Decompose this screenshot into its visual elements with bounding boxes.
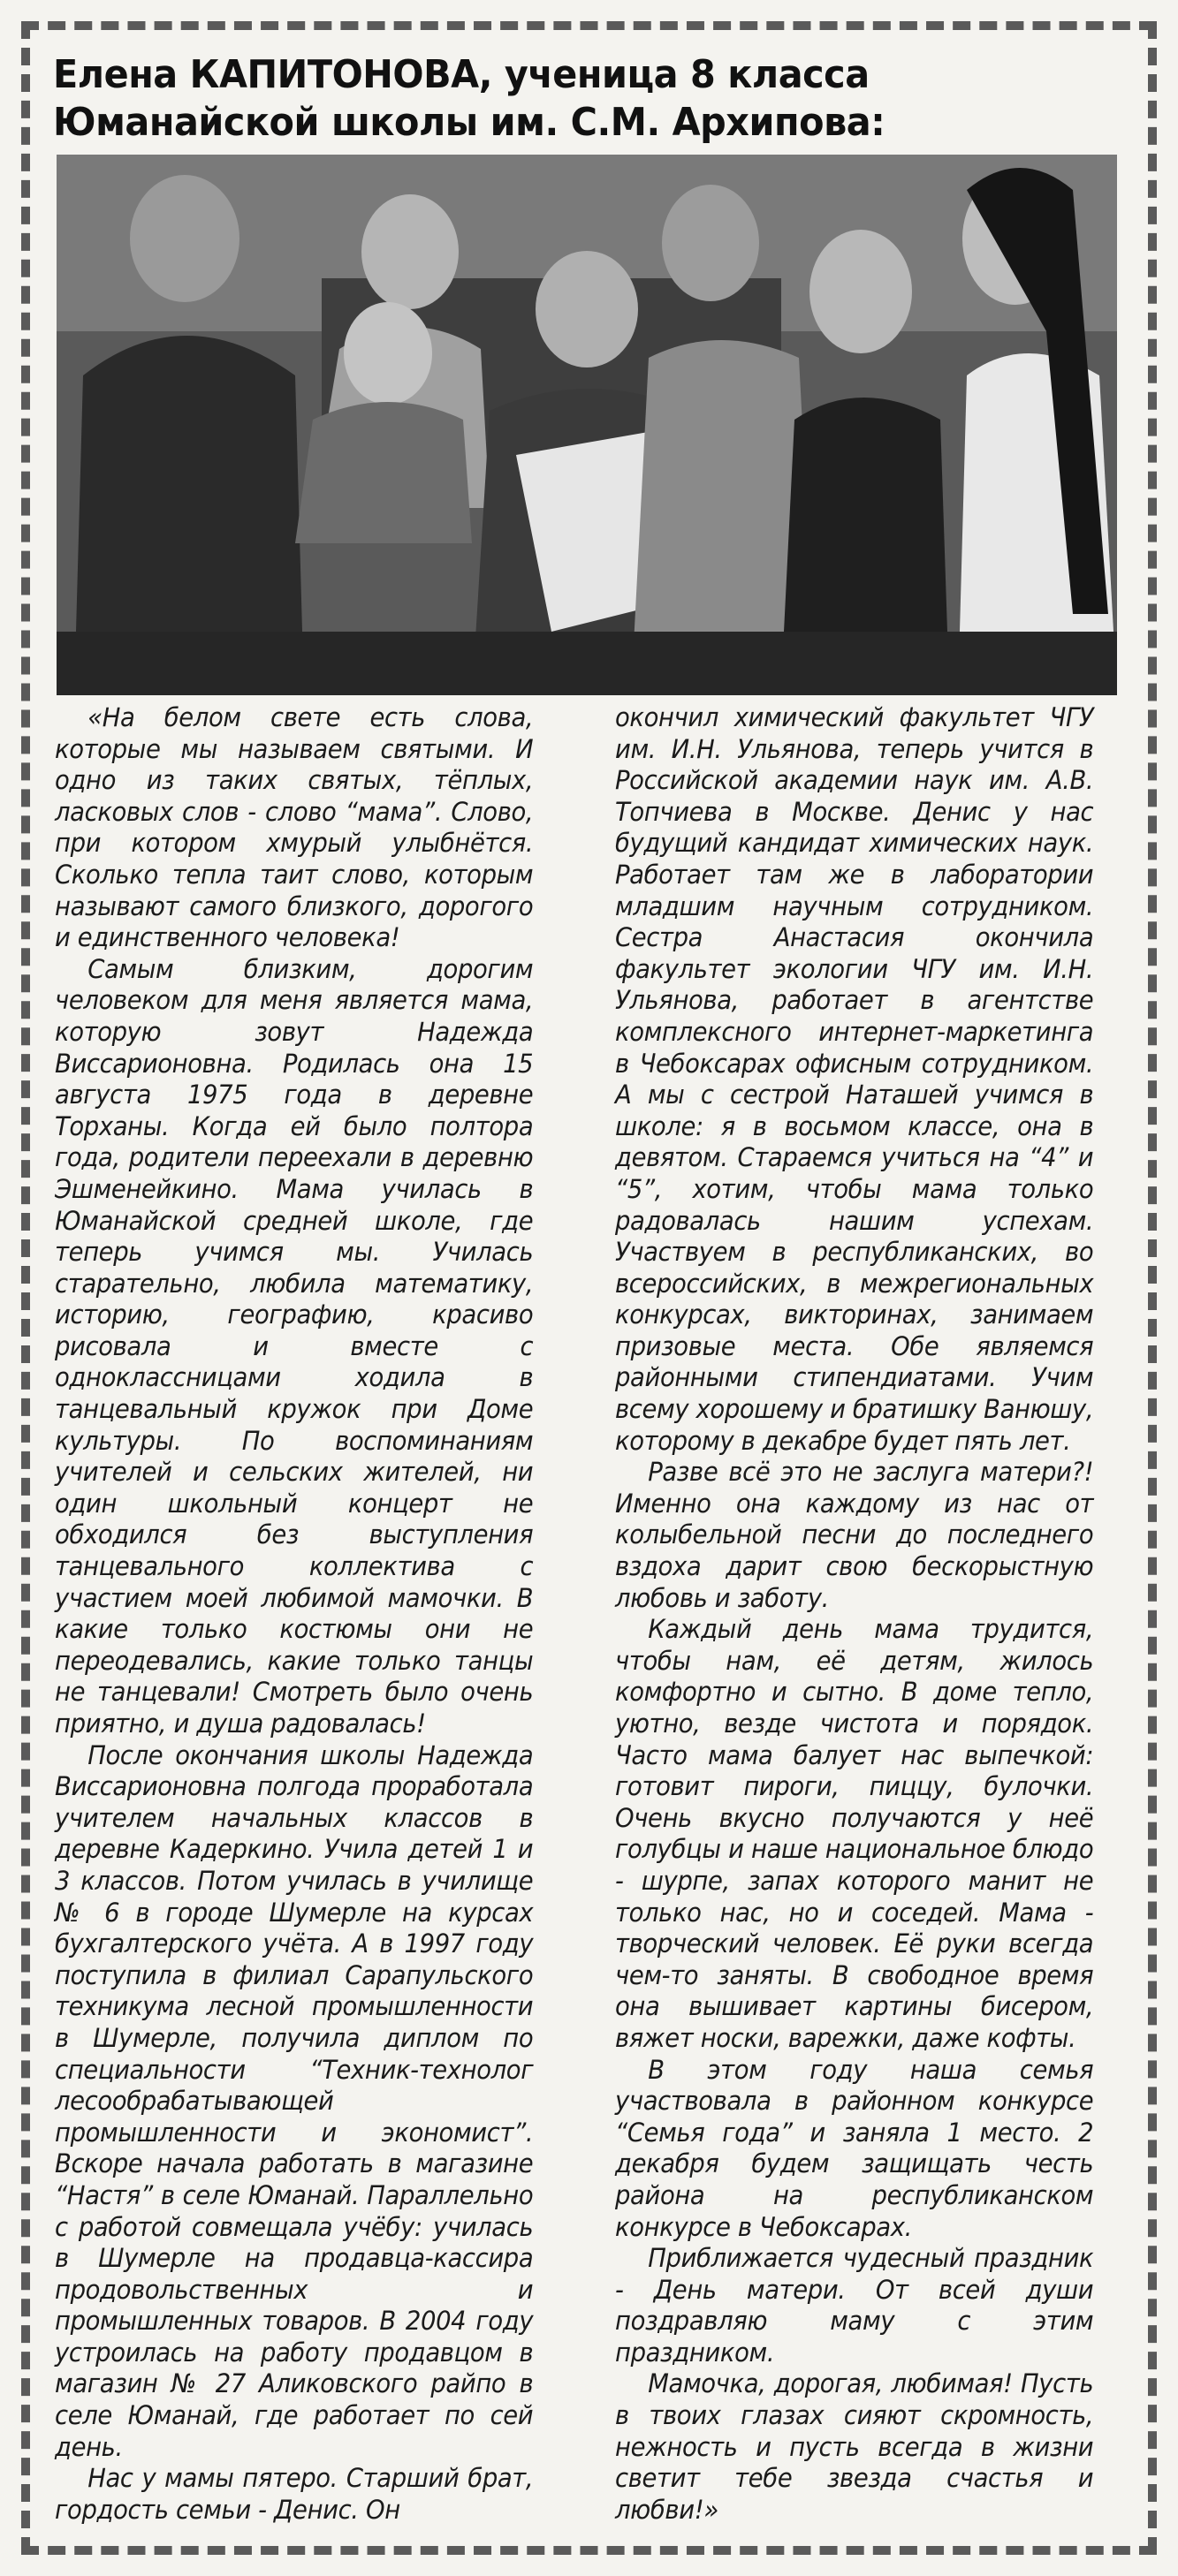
article-body bbox=[55, 702, 1129, 2525]
paragraph: «На белом свете есть слова, которые мы называем святыми. И одно из таких святых, тёплых, ласковых слов - слово “мама”. Слово, при котором хмурый улыбнётся. Сколько тепла таит слово, которым называют самого близкого, дорогого и единственного человека! bbox=[55, 702, 534, 953]
paragraph: Разве всё это не заслуга матери?! Именно она каждому из нас от колыбельной песни до последнего вздоха дарит свою бескорыстную любовь и заботу. bbox=[615, 1457, 1094, 1613]
paragraph: Каждый день мама трудится, чтобы нам, её детям, жилось комфортно и сытно. В доме тепло, уютно, везде чистота и порядок. Часто мама балует нас выпечкой: готовит пироги, пиццу, булочки. Очень вкусно получаются у неё голубцы и наше национальное блюдо - шурпе, запах которого манит не только нас, но и соседей. Мама - творческий человек. Её руки всегда чем-то заняты. В свободное время она вышивает картины бисером, вяжет носки, варежки, даже кофты. bbox=[615, 1614, 1094, 2053]
headline-line-2: Юманайской школы им. С.М. Архипова: bbox=[53, 100, 885, 145]
paragraph: Нас у мамы пятеро. Старший брат, гордость семьи - Денис. Он bbox=[55, 2463, 534, 2525]
paragraph: Мамочка, дорогая, любимая! Пусть в твоих глазах сияют скромность, нежность и пусть всегда в жизни светит тебе звезда счастья и любви!» bbox=[615, 2368, 1094, 2525]
left-column bbox=[55, 702, 534, 2525]
paragraph: В этом году наша семья участвовала в районном конкурсе “Семья года” и заняла 1 место. 2 декабря будем защищать честь района на республиканском конкурсе в Чебоксарах. bbox=[615, 2054, 1094, 2242]
paragraph: Самым близким, дорогим человеком для меня является мама, которую зовут Надежда Виссарионовна. Родилась она 15 августа 1975 года в деревне Торханы. Когда ей было полтора года, родители переехали в деревню Эшменейкино. Мама училась в Юманайской средней школе, где теперь учимся мы. Училась старательно, любила математику, историю, географию, красиво рисовала и вместе с одноклассницами ходила в танцевальный кружок при Доме культуры. По воспоминаниям учителей и сельских жителей, ни один школьный концерт не обходился без выступления танцевального коллектива с участием моей любимой мамочки. В какие только костюмы они не переодевались, какие только танцы не танцевали! Смотреть было очень приятно, и душа радовалась! bbox=[55, 953, 534, 1739]
paragraph: Приближается чудесный праздник - День матери. От всей души поздравляю маму с этим праздником. bbox=[615, 2243, 1094, 2368]
family-photo bbox=[57, 155, 1117, 695]
paragraph: После окончания школы Надежда Виссарионовна полгода проработала учителем начальных классов в деревне Кадеркино. Учила детей 1 и 3 классов. Потом училась в училище № 6 в городе Шумерле на курсах бухгалтерского учёта. А в 1997 году поступила в филиал Сарапульского техникума лесной промышленности в Шумерле, получила диплом по специальности “Техник-технолог лесообрабатывающей промышленности и экономист”. Вскоре начала работать в магазине “Настя” в селе Юманай. Параллельно с работой совмещала учёбу: училась в Шумерле на продавца-кассира продовольственных и промышленных товаров. В 2004 году устроилась на работу продавцом в магазин № 27 Аликовского райпо в селе Юманай, где работает по сей день. bbox=[55, 1739, 534, 2462]
headline-line-1: Елена КАПИТОНОВА, ученица 8 класса bbox=[53, 52, 870, 97]
article-headline bbox=[53, 51, 1050, 147]
family-photo-illustration bbox=[57, 155, 1117, 695]
paragraph: окончил химический факультет ЧГУ им. И.Н. Ульянова, теперь учится в Российской академии наук им. А.В. Топчиева в Москве. Денис у нас будущий кандидат химических наук. Работает там же в лаборатории младшим научным сотрудником. Сестра Анастасия окончила факультет экологии ЧГУ им. И.Н. Ульянова, работает в агентстве комплексного интернет-маркетинга в Чебоксарах офисным сотрудником. А мы с сестрой Наташей учимся в школе: я в восьмом классе, она в девятом. Стараемся учиться на “4” и “5”, хотим, чтобы мама только радовалась нашим успехам. Участвуем в республиканских, во всероссийских, в межрегиональных конкурсах, викторинах, занимаем призовые места. Обе являемся районными стипендиатами. Учим всему хорошему и братишку Ванюшу, которому в декабре будет пять лет. bbox=[615, 702, 1094, 1456]
right-column bbox=[615, 702, 1094, 2525]
